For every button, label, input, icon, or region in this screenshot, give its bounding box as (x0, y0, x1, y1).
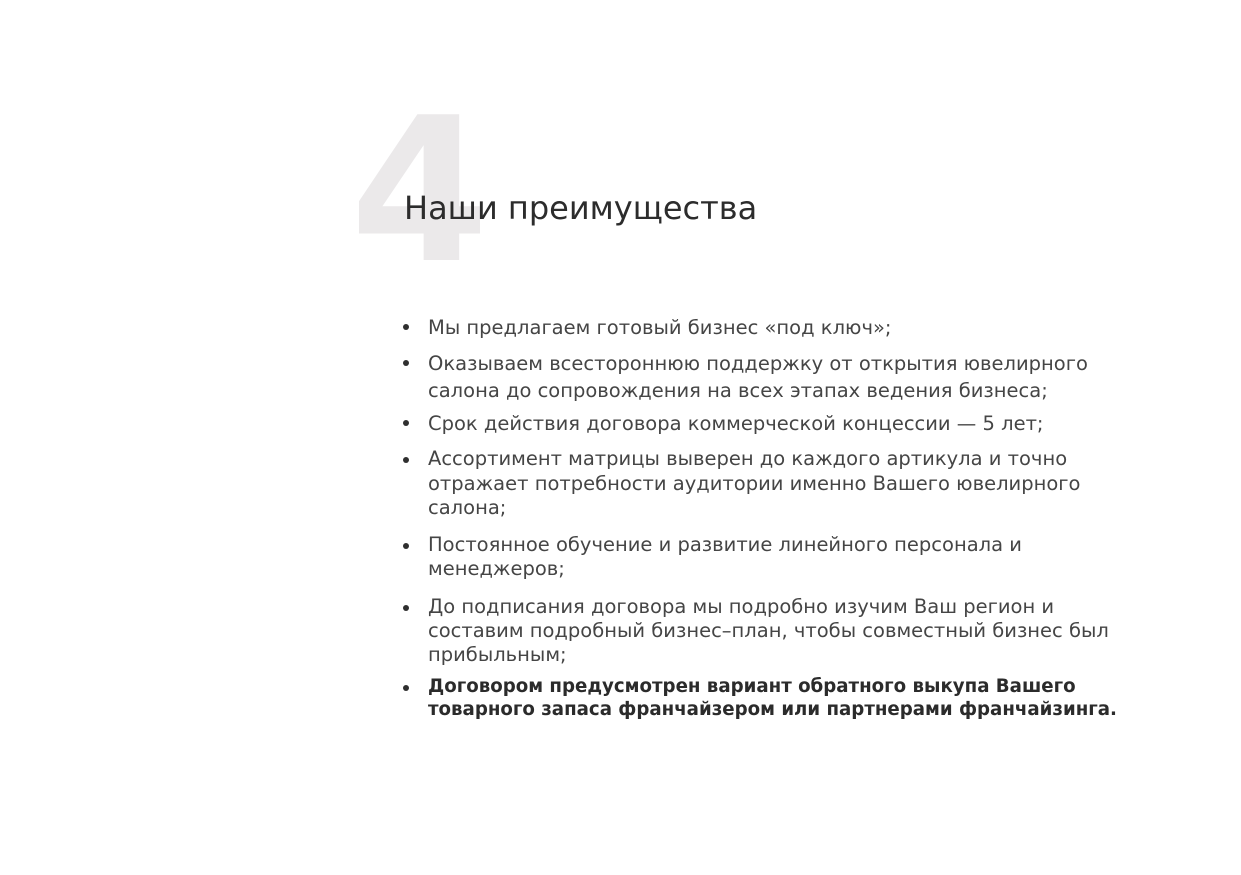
page-title: Наши преимущества (404, 189, 758, 227)
list-item-text: До подписания договора мы подробно изучим Ваш регион и составим подробный бизнес–план, чтобы совместный бизнес был прибыльным; (428, 595, 1109, 666)
bullet-icon (403, 420, 409, 426)
bullet-icon (403, 685, 409, 691)
list-item (400, 350, 1140, 404)
list-item-text: Договором предусмотрен вариант обратного выкупа Вашего товарного запаса франчайзером или партнерами франчайзинга. (428, 676, 1117, 720)
list-item (400, 447, 1140, 521)
list-item-text: Мы предлагаем готовый бизнес «под ключ»; (428, 316, 892, 339)
list-item-text: Срок действия договора коммерческой концессии — 5 лет; (428, 412, 1044, 435)
list-item (400, 410, 1140, 438)
bullet-icon (403, 324, 409, 330)
bullet-icon (403, 457, 409, 463)
list-item (400, 533, 1140, 581)
list-item (400, 675, 1140, 721)
bullet-icon (403, 360, 409, 366)
bullet-icon (403, 605, 409, 611)
bullet-icon (403, 543, 409, 549)
section-number: 4 (350, 75, 482, 308)
list-item-text: Оказываем всестороннюю поддержку от открытия ювелирного салона до сопровождения на всех этапах ведения бизнеса; (428, 352, 1088, 402)
list-item-text: Ассортимент матрицы выверен до каждого артикула и точно отражает потребности аудитории именно Вашего ювелирного салона; (428, 447, 1081, 519)
list-item-text: Постоянное обучение и развитие линейного персонала и менеджеров; (428, 533, 1022, 580)
list-item (400, 314, 1140, 342)
list-item (400, 595, 1140, 667)
